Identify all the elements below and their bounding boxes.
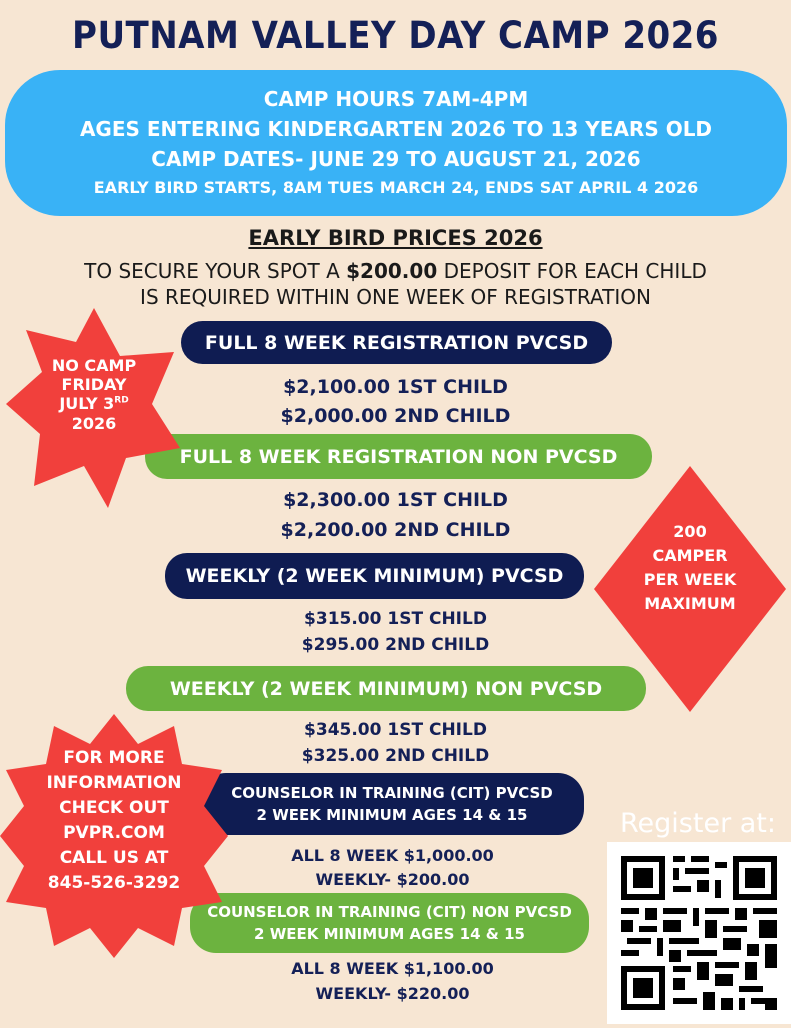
deposit-line-1 bbox=[0, 258, 791, 284]
no-camp-date-suffix: RD bbox=[114, 396, 129, 407]
camp-dates: CAMP DATES- JUNE 29 TO AUGUST 21, 2026 bbox=[151, 147, 641, 171]
more-info-line-1: FOR MORE bbox=[63, 748, 165, 768]
no-camp-line-4: 2026 bbox=[71, 413, 117, 433]
qr-code-container[interactable] bbox=[607, 842, 791, 1024]
cit-non-pvcsd-title: COUNSELOR IN TRAINING (CIT) NON PVCSD bbox=[207, 903, 572, 921]
more-info-line-3: CHECK OUT bbox=[59, 798, 169, 818]
full-8-week-pvcsd-banner: FULL 8 WEEK REGISTRATION PVCSD bbox=[181, 321, 612, 364]
more-info-line-2: INFORMATION bbox=[46, 773, 182, 793]
page-title: PUTNAM VALLEY DAY CAMP 2026 bbox=[72, 14, 719, 57]
cit-pvcsd-title: COUNSELOR IN TRAINING (CIT) PVCSD bbox=[231, 784, 553, 802]
deposit-line-2: IS REQUIRED WITHIN ONE WEEK OF REGISTRATION bbox=[140, 285, 651, 309]
full-8-week-non-pvcsd-banner: FULL 8 WEEK REGISTRATION NON PVCSD bbox=[145, 434, 652, 479]
deposit-amount: $200.00 bbox=[346, 259, 438, 283]
cit-non-pvcsd-price-2: WEEKLY- $220.00 bbox=[315, 984, 470, 1003]
weekly-non-pvcsd-banner: WEEKLY (2 WEEK MINIMUM) NON PVCSD bbox=[126, 666, 646, 711]
cit-pvcsd-banner bbox=[200, 773, 584, 835]
no-camp-date: JULY 3 bbox=[59, 394, 115, 414]
no-camp-badge-text bbox=[34, 356, 154, 433]
no-camp-line-1: NO CAMP bbox=[51, 356, 137, 375]
weekly-pvcsd-banner: WEEKLY (2 WEEK MINIMUM) PVCSD bbox=[165, 553, 584, 599]
camp-ages: AGES ENTERING KINDERGARTEN 2026 TO 13 YEARS OLD bbox=[79, 117, 713, 141]
camper-line-2: CAMPER bbox=[652, 546, 728, 565]
cit-non-pvcsd-banner bbox=[190, 893, 589, 953]
camp-hours: CAMP HOURS 7AM-4PM bbox=[263, 87, 529, 111]
camper-max-badge-text bbox=[620, 520, 760, 616]
cit-pvcsd-subtitle: 2 WEEK MINIMUM AGES 14 & 15 bbox=[256, 806, 528, 824]
website-link[interactable]: PVPR.COM bbox=[63, 823, 165, 843]
cit-non-pvcsd-price-1: ALL 8 WEEK $1,100.00 bbox=[291, 959, 494, 978]
camp-info-box bbox=[5, 70, 787, 216]
phone-number[interactable]: 845-526-3292 bbox=[47, 873, 181, 893]
qr-code-icon[interactable] bbox=[607, 842, 791, 1024]
more-info-badge-text bbox=[14, 746, 214, 896]
weekly-non-pvcsd-price-2: $325.00 2ND CHILD bbox=[301, 746, 490, 766]
early-bird-dates: EARLY BIRD STARTS, 8AM TUES MARCH 24, ENDS SAT APRIL 4 2026 bbox=[93, 178, 699, 197]
early-bird-heading: EARLY BIRD PRICES 2026 bbox=[248, 226, 543, 250]
no-camp-line-3 bbox=[59, 394, 128, 413]
register-label: Register at: bbox=[620, 808, 776, 839]
no-camp-line-2: FRIDAY bbox=[61, 375, 127, 395]
full-8-week-non-pvcsd-price-2: $2,200.00 2ND CHILD bbox=[280, 519, 511, 541]
camper-line-3: PER WEEK bbox=[643, 570, 737, 589]
camper-line-4: MAXIMUM bbox=[644, 594, 736, 613]
cit-non-pvcsd-subtitle: 2 WEEK MINIMUM AGES 14 & 15 bbox=[254, 925, 525, 943]
cit-pvcsd-price-1: ALL 8 WEEK $1,000.00 bbox=[291, 846, 494, 865]
full-8-week-pvcsd-price-2: $2,000.00 2ND CHILD bbox=[280, 405, 511, 427]
full-8-week-non-pvcsd-price-1: $2,300.00 1ST CHILD bbox=[283, 489, 508, 511]
deposit-suffix: DEPOSIT FOR EACH CHILD bbox=[437, 259, 707, 283]
camper-line-1: 200 bbox=[673, 522, 707, 541]
weekly-pvcsd-price-2: $295.00 2ND CHILD bbox=[301, 635, 490, 655]
more-info-line-5: CALL US AT bbox=[59, 848, 169, 868]
deposit-prefix: TO SECURE YOUR SPOT A bbox=[84, 259, 347, 283]
full-8-week-pvcsd-price-1: $2,100.00 1ST CHILD bbox=[283, 376, 508, 398]
cit-pvcsd-price-2: WEEKLY- $200.00 bbox=[315, 870, 470, 889]
weekly-non-pvcsd-price-1: $345.00 1ST CHILD bbox=[304, 720, 487, 740]
weekly-pvcsd-price-1: $315.00 1ST CHILD bbox=[304, 609, 487, 629]
